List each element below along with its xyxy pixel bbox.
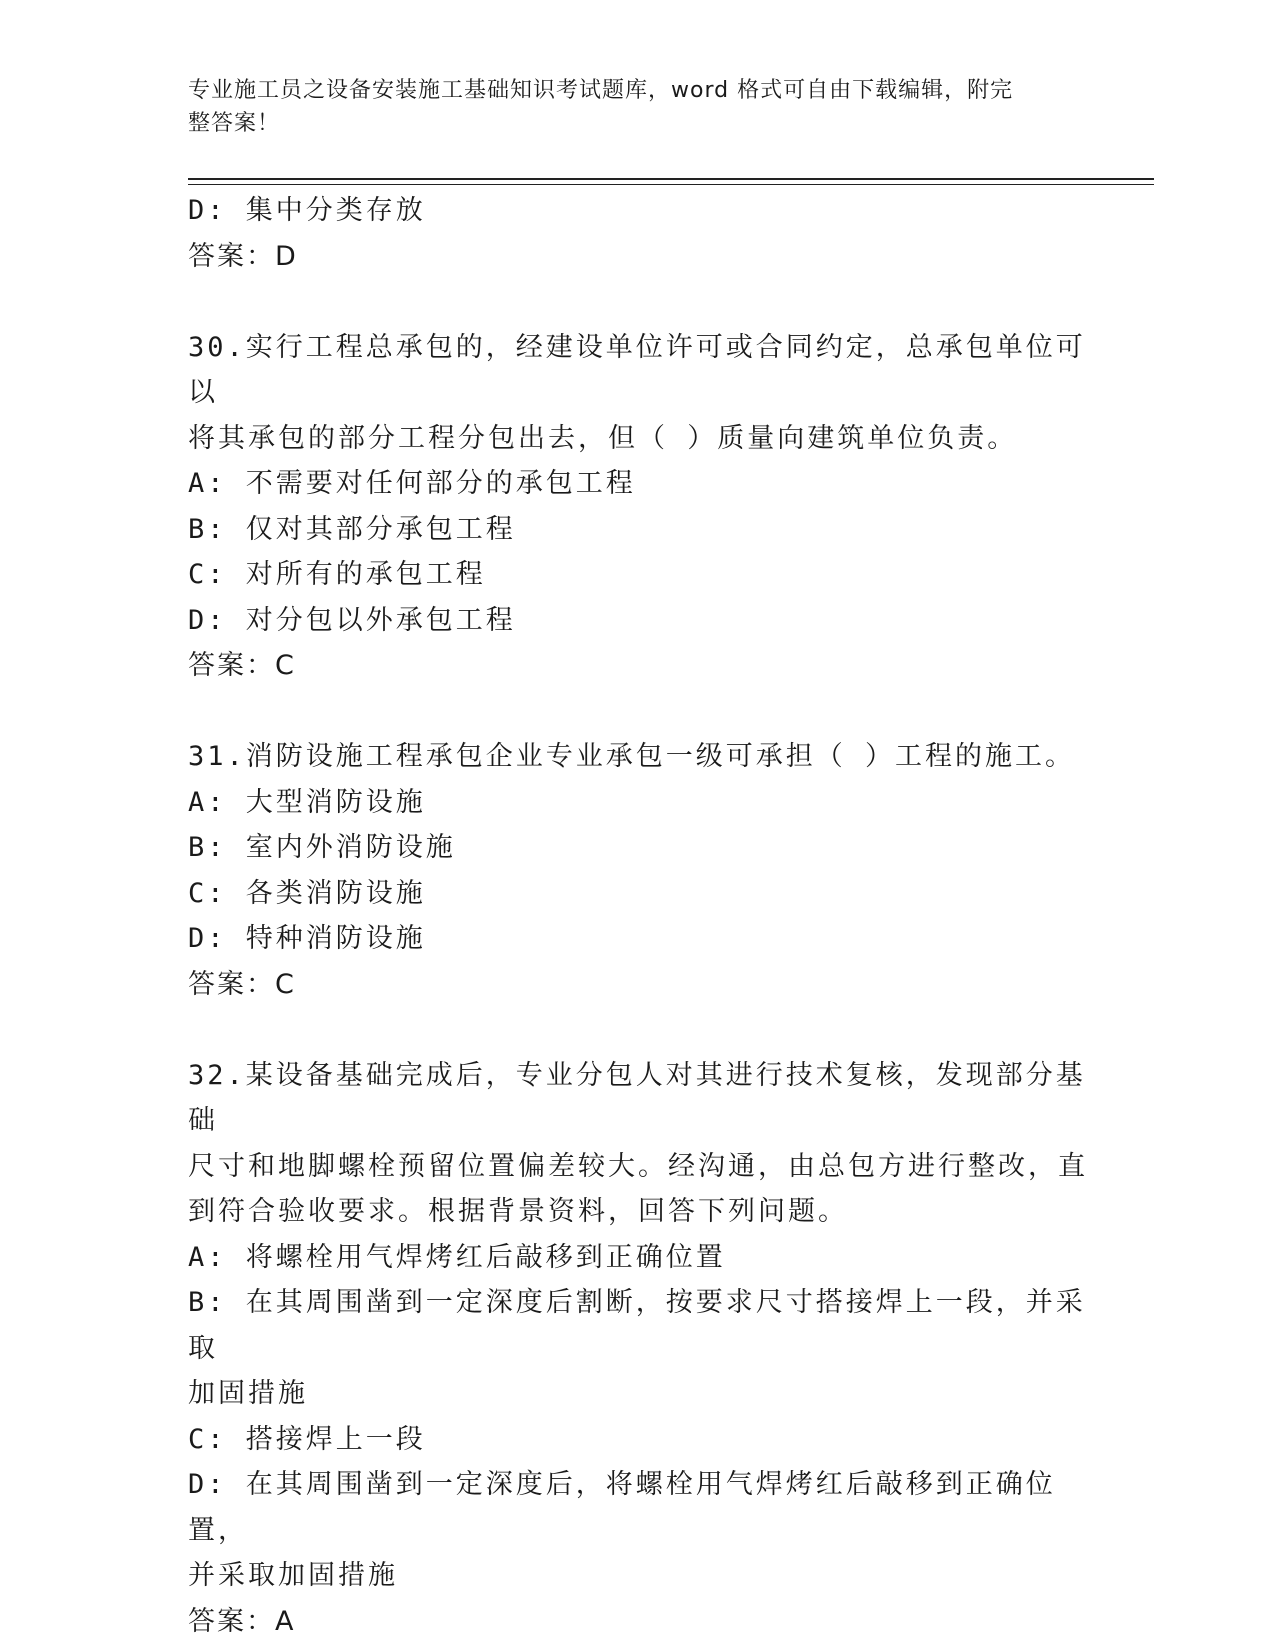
option-a: A: 大型消防设施 xyxy=(188,786,426,818)
option-a: A: 将螺栓用气焊烤红后敲移到正确位置 xyxy=(188,1241,726,1273)
option-d: D: 在其周围凿到一定深度后，将螺栓用气焊烤红后敲移到正确位置， xyxy=(188,1469,1056,1546)
document-body xyxy=(188,188,1088,1644)
question-30 xyxy=(188,325,1088,689)
option-b: B: 室内外消防设施 xyxy=(188,832,456,863)
option-a: A: 不需要对任何部分的承包工程 xyxy=(188,468,636,499)
answer-line: 答案：C xyxy=(188,968,296,1000)
question-31 xyxy=(188,734,1088,1007)
question-stem: 到符合验收要求。根据背景资料，回答下列问题。 xyxy=(188,1196,848,1227)
header-rule-thick xyxy=(188,178,1154,180)
header-line-1: 专业施工员之设备安装施工基础知识考试题库，word 格式可自由下载编辑，附完 xyxy=(188,78,1014,103)
option-d: D: 特种消防设施 xyxy=(188,923,426,954)
option-c: C: 搭接焊上一段 xyxy=(188,1423,426,1455)
option-c: C: 各类消防设施 xyxy=(188,877,426,909)
option-d: D: 集中分类存放 xyxy=(188,195,426,226)
option-b: B: 仅对其部分承包工程 xyxy=(188,513,516,545)
question-32 xyxy=(188,1053,1088,1645)
question-stem: 32.某设备基础完成后，专业分包人对其进行技术复核，发现部分基础 xyxy=(188,1059,1086,1136)
document-header xyxy=(188,74,1068,140)
header-rule-thin xyxy=(188,184,1154,185)
previous-question-tail xyxy=(188,188,1088,279)
answer-line: 答案：A xyxy=(188,1605,296,1637)
question-stem: 31.消防设施工程承包企业专业承包一级可承担（ ）工程的施工。 xyxy=(188,741,1076,772)
header-line-2: 整答案！ xyxy=(188,111,281,136)
option-d-continued: 并采取加固措施 xyxy=(188,1560,398,1591)
option-d: D: 对分包以外承包工程 xyxy=(188,604,516,636)
answer-line: 答案：D xyxy=(188,240,298,272)
spacer xyxy=(188,689,1088,735)
option-b: B: 在其周围凿到一定深度后割断，按要求尺寸搭接焊上一段，并采取 xyxy=(188,1287,1086,1364)
question-stem: 尺寸和地脚螺栓预留位置偏差较大。经沟通，由总包方进行整改，直 xyxy=(188,1150,1088,1182)
option-b-continued: 加固措施 xyxy=(188,1378,308,1409)
question-stem: 30.实行工程总承包的，经建设单位许可或合同约定，总承包单位可以 xyxy=(188,331,1086,408)
spacer xyxy=(188,279,1088,325)
spacer xyxy=(188,1007,1088,1053)
answer-line: 答案：C xyxy=(188,650,296,681)
question-stem: 将其承包的部分工程分包出去，但（ ）质量向建筑单位负责。 xyxy=(188,422,1018,454)
option-c: C: 对所有的承包工程 xyxy=(188,559,486,590)
